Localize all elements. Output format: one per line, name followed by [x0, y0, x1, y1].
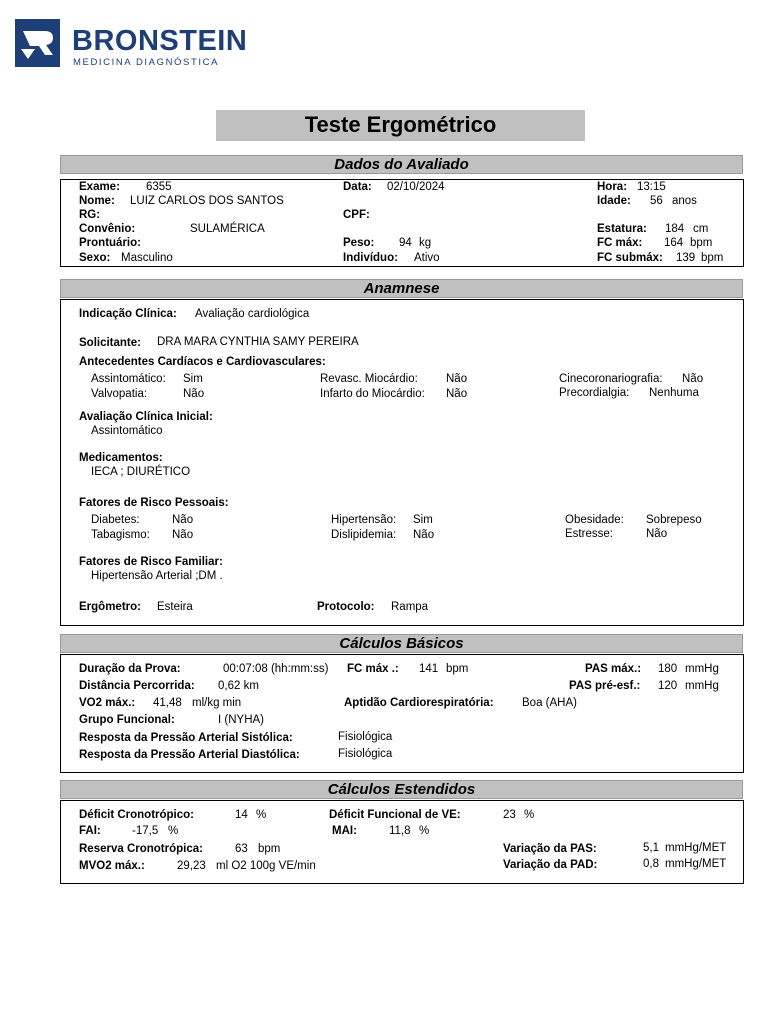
- mai-label: MAI:: [332, 825, 357, 837]
- sexo-value: Masculino: [121, 252, 173, 264]
- valvopatia-label: Valvopatia:: [91, 388, 148, 400]
- fcmax-prova-unit: bpm: [446, 663, 469, 675]
- vo2-label: VO2 máx.:: [79, 697, 136, 709]
- section-header-dados: Dados do Avaliado: [60, 155, 743, 174]
- mai-value: 11,8: [389, 825, 411, 837]
- mvo2-unit: ml O2 100g VE/min: [216, 860, 316, 872]
- var-pad-unit: mmHg/MET: [665, 858, 727, 870]
- hora-label: Hora:: [597, 181, 628, 193]
- estatura-value: 184: [665, 223, 685, 235]
- risco-familiar-value: Hipertensão Arterial ;DM .: [91, 570, 223, 582]
- hipertensao-label: Hipertensão:: [331, 514, 397, 526]
- mvo2-label: MVO2 máx.:: [79, 860, 145, 872]
- distancia-value: 0,62 km: [218, 680, 259, 692]
- assintomatico-value: Sim: [183, 373, 203, 385]
- estresse-label: Estresse:: [565, 528, 613, 540]
- revasc-value: Não: [446, 373, 468, 385]
- dislipidemia-label: Dislipidemia:: [331, 529, 397, 541]
- revasc-label: Revasc. Miocárdio:: [320, 373, 418, 385]
- fcsub-unit: bpm: [701, 252, 724, 264]
- idade-value: 56: [650, 195, 663, 207]
- grupo-value: I (NYHA): [218, 714, 264, 726]
- fai-unit: %: [168, 825, 179, 837]
- antecedentes-label: Antecedentes Cardíacos e Cardiovasculares:: [79, 356, 326, 368]
- rg-label: RG:: [79, 209, 101, 221]
- var-pad-label: Variação da PAD:: [503, 859, 598, 871]
- var-pad-value: 0,8: [643, 858, 659, 870]
- deficit-crono-label: Déficit Cronotrópico:: [79, 809, 194, 821]
- distancia-label: Distância Percorrida:: [79, 680, 195, 692]
- aptidao-label: Aptidão Cardiorespiratória:: [344, 697, 494, 709]
- obesidade-label: Obesidade:: [565, 514, 624, 526]
- data-value: 02/10/2024: [387, 181, 445, 193]
- indicacao-value: Avaliação cardiológica: [195, 308, 310, 320]
- reserva-unit: bpm: [258, 843, 281, 855]
- fai-value: -17,5: [132, 825, 159, 837]
- infarto-value: Não: [446, 388, 468, 400]
- individuo-label: Indivíduo:: [343, 252, 398, 264]
- valvopatia-value: Não: [183, 388, 205, 400]
- protocolo-value: Rampa: [391, 601, 429, 613]
- pasmax-value: 180: [658, 663, 678, 675]
- ergometro-label: Ergômetro:: [79, 601, 141, 613]
- risco-familiar-label: Fatores de Risco Familiar:: [79, 556, 223, 568]
- obesidade-value: Sobrepeso: [646, 514, 702, 526]
- avaliacao-label: Avaliação Clínica Inicial:: [79, 411, 213, 423]
- fcmax-prova-label: FC máx .:: [347, 663, 399, 675]
- duracao-value: 00:07:08 (hh:mm:ss): [223, 663, 329, 675]
- solicitante-label: Solicitante:: [79, 337, 141, 349]
- diastolica-value: Fisiológica: [338, 748, 393, 760]
- exame-label: Exame:: [79, 181, 120, 193]
- sistolica-value: Fisiológica: [338, 731, 393, 743]
- convenio-value: SULAMÉRICA: [190, 223, 265, 235]
- precordialgia-value: Nenhuma: [649, 387, 699, 399]
- nome-label: Nome:: [79, 195, 115, 207]
- cine-label: Cinecoronariografia:: [559, 373, 663, 385]
- tabagismo-value: Não: [172, 529, 194, 541]
- fcsub-value: 139: [676, 252, 696, 264]
- assintomatico-label: Assintomático:: [91, 373, 166, 385]
- fcsub-label: FC submáx:: [597, 252, 663, 264]
- reserva-value: 63: [235, 843, 248, 855]
- aptidao-value: Boa (AHA): [522, 697, 577, 709]
- solicitante-value: DRA MARA CYNTHIA SAMY PEREIRA: [157, 336, 359, 348]
- mai-unit: %: [419, 825, 430, 837]
- estatura-unit: cm: [693, 223, 709, 235]
- nome-value: LUIZ CARLOS DOS SANTOS: [130, 195, 284, 207]
- paspre-value: 120: [658, 680, 678, 692]
- logo-mark: [15, 19, 60, 67]
- deficit-ve-label: Déficit Funcional de VE:: [329, 809, 461, 821]
- ergometro-value: Esteira: [157, 601, 193, 613]
- paspre-unit: mmHg: [685, 680, 719, 692]
- idade-unit: anos: [672, 195, 697, 207]
- peso-unit: kg: [419, 237, 432, 249]
- logo-name: BRONSTEIN: [72, 25, 248, 57]
- medicamentos-label: Medicamentos:: [79, 452, 163, 464]
- estatura-label: Estatura:: [597, 223, 647, 235]
- vo2-unit: ml/kg min: [192, 697, 242, 709]
- var-pas-value: 5,1: [643, 842, 659, 854]
- section-header-anamnese: Anamnese: [60, 279, 743, 298]
- diabetes-value: Não: [172, 514, 194, 526]
- avaliacao-value: Assintomático: [91, 425, 163, 437]
- cpf-label: CPF:: [343, 209, 370, 221]
- grupo-label: Grupo Funcional:: [79, 714, 175, 726]
- convenio-label: Convênio:: [79, 223, 136, 235]
- mvo2-value: 29,23: [177, 860, 206, 872]
- cine-value: Não: [682, 373, 704, 385]
- fcmax-label: FC máx:: [597, 237, 643, 249]
- deficit-ve-value: 23: [503, 809, 516, 821]
- hipertensao-value: Sim: [413, 514, 433, 526]
- paspre-label: PAS pré-esf.:: [569, 680, 641, 692]
- infarto-label: Infarto do Miocárdio:: [320, 388, 425, 400]
- section-header-basicos: Cálculos Básicos: [60, 634, 743, 653]
- peso-label: Peso:: [343, 237, 375, 249]
- hora-value: 13:15: [637, 181, 666, 193]
- tabagismo-label: Tabagismo:: [91, 529, 150, 541]
- idade-label: Idade:: [597, 195, 631, 207]
- pasmax-label: PAS máx.:: [585, 663, 642, 675]
- fcmax-unit: bpm: [690, 237, 713, 249]
- page-title: Teste Ergométrico: [216, 110, 585, 141]
- estresse-value: Não: [646, 528, 668, 540]
- diastolica-label: Resposta da Pressão Arterial Diastólica:: [79, 749, 300, 761]
- individuo-value: Ativo: [414, 252, 440, 264]
- var-pas-unit: mmHg/MET: [665, 842, 727, 854]
- logo-subtitle: MEDICINA DIAGNÓSTICA: [73, 57, 220, 68]
- fai-label: FAI:: [79, 825, 101, 837]
- pasmax-unit: mmHg: [685, 663, 719, 675]
- vo2-value: 41,48: [153, 697, 182, 709]
- fcmax-prova-value: 141: [419, 663, 439, 675]
- diabetes-label: Diabetes:: [91, 514, 140, 526]
- duracao-label: Duração da Prova:: [79, 663, 181, 675]
- logo-icon: [15, 19, 60, 67]
- precordialgia-label: Precordialgia:: [559, 387, 630, 399]
- data-label: Data:: [343, 181, 372, 193]
- reserva-label: Reserva Cronotrópica:: [79, 843, 203, 855]
- protocolo-label: Protocolo:: [317, 601, 375, 613]
- fcmax-value: 164: [664, 237, 684, 249]
- deficit-crono-value: 14: [235, 809, 248, 821]
- prontuario-label: Prontuário:: [79, 237, 141, 249]
- var-pas-label: Variação da PAS:: [503, 843, 597, 855]
- exame-value: 6355: [146, 181, 172, 193]
- indicacao-label: Indicação Clínica:: [79, 308, 177, 320]
- deficit-ve-unit: %: [524, 809, 535, 821]
- sexo-label: Sexo:: [79, 252, 111, 264]
- medicamentos-value: IECA ; DIURÉTICO: [91, 466, 191, 478]
- peso-value: 94: [399, 237, 412, 249]
- section-header-estendidos: Cálculos Estendidos: [60, 780, 743, 799]
- risco-pessoal-label: Fatores de Risco Pessoais:: [79, 497, 229, 509]
- dislipidemia-value: Não: [413, 529, 435, 541]
- deficit-crono-unit: %: [256, 809, 267, 821]
- sistolica-label: Resposta da Pressão Arterial Sistólica:: [79, 732, 293, 744]
